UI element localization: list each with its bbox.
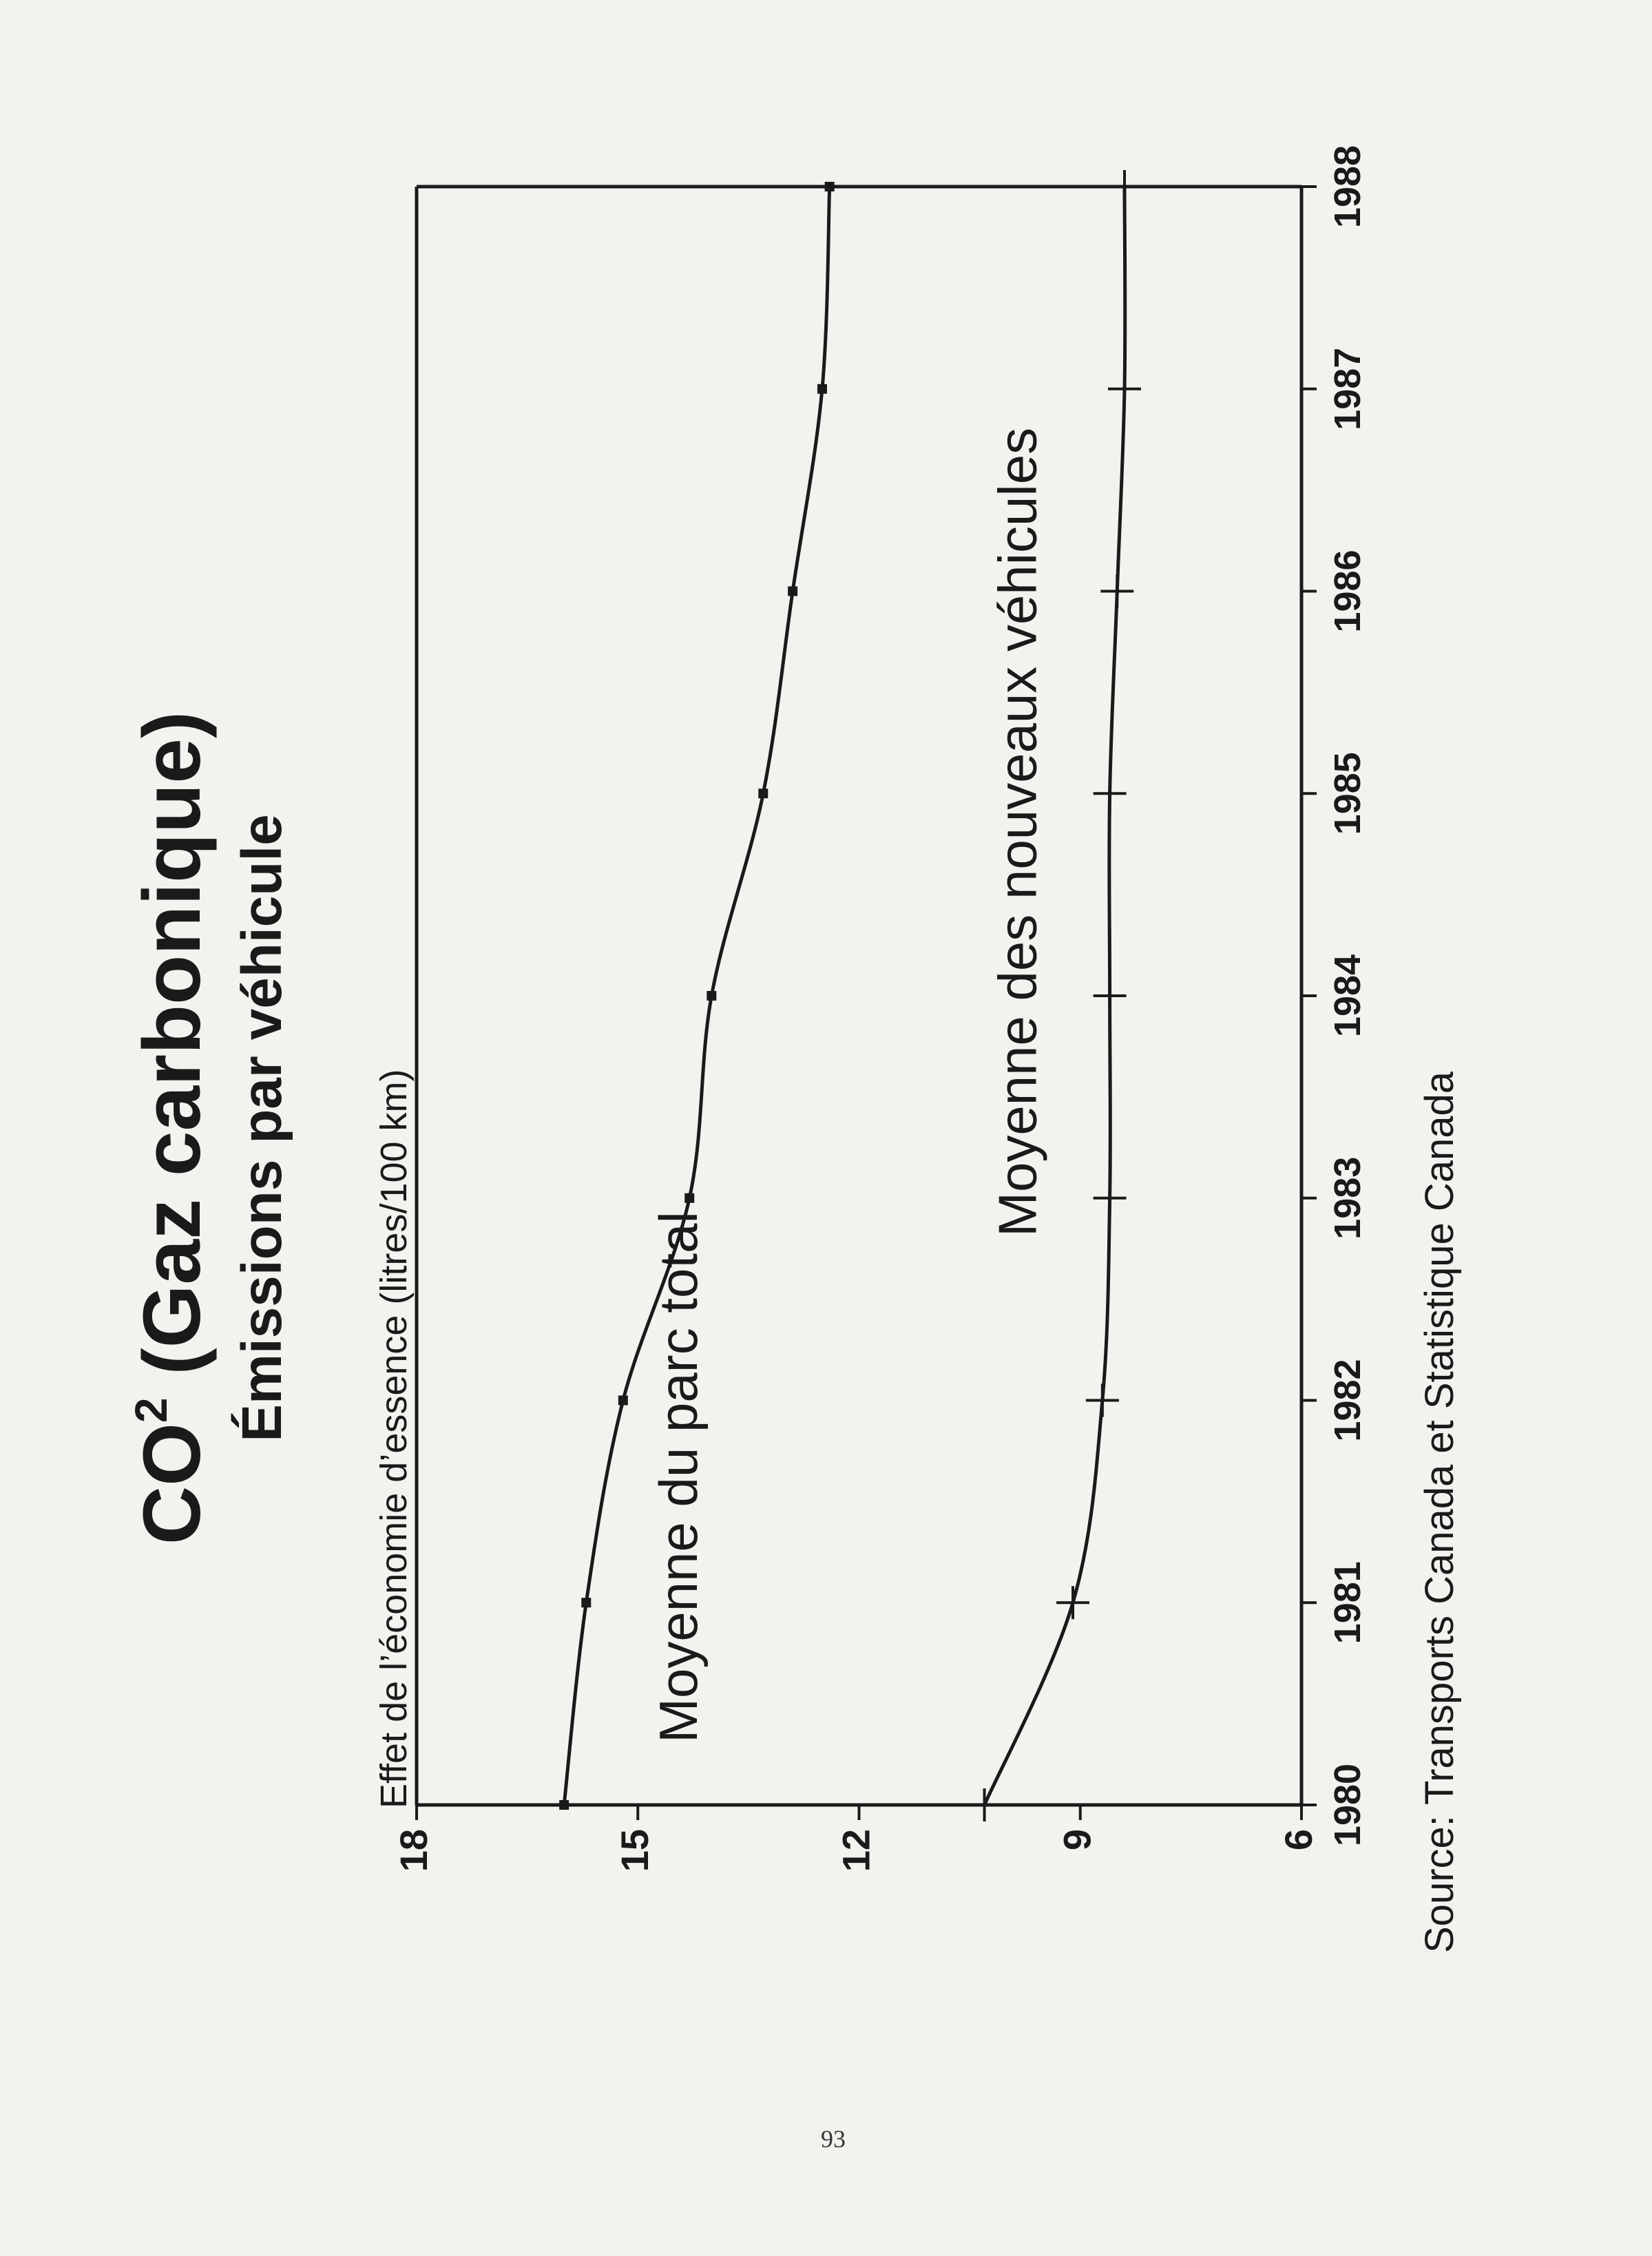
x-tick-label: 1988 [1327, 145, 1368, 229]
data-point [788, 587, 797, 596]
data-point [559, 1800, 569, 1810]
y-tick-label: 15 [613, 1829, 657, 1872]
data-point [1108, 170, 1141, 203]
data-point [1094, 979, 1127, 1012]
data-point [758, 788, 768, 798]
data-point [684, 1193, 694, 1203]
data-point [1094, 777, 1127, 810]
y-tick-label: 9 [1055, 1829, 1099, 1851]
y-axis-title: Effet de l’économie d’essence (litres/100 km) [373, 1069, 415, 1808]
data-point [1100, 575, 1133, 608]
data-point [618, 1396, 628, 1406]
plot-area [392, 145, 1368, 1872]
data-point [581, 1598, 591, 1607]
data-point [1094, 1182, 1127, 1215]
series-label: Moyenne du parc total [647, 1211, 709, 1743]
x-tick-label: 1981 [1327, 1561, 1368, 1644]
data-point [1108, 373, 1141, 406]
data-point [1056, 1586, 1089, 1619]
x-tick-label: 1986 [1327, 550, 1368, 633]
data-point [968, 1788, 1001, 1821]
x-tick-label: 1982 [1327, 1359, 1368, 1442]
data-point [1086, 1384, 1119, 1417]
data-point [817, 384, 827, 394]
data-point [825, 182, 835, 191]
x-tick-label: 1987 [1327, 347, 1368, 430]
chart-subtitle: Émissions par véhicule [231, 814, 293, 1442]
x-tick-label: 1984 [1327, 954, 1368, 1038]
y-tick-label: 6 [1276, 1829, 1320, 1851]
source-note: Source: Transports Canada et Statistique Canada [1417, 1072, 1462, 1953]
series-label: Moyenne des nouveaux véhicules [987, 427, 1048, 1237]
title-superscript: 2 [125, 1397, 176, 1423]
x-tick-label: 1983 [1327, 1156, 1368, 1240]
page-number: 93 [821, 2125, 846, 2153]
y-tick-label: 12 [834, 1829, 878, 1872]
x-tick-label: 1980 [1327, 1763, 1368, 1847]
data-point [707, 991, 716, 1001]
x-tick-label: 1985 [1327, 752, 1368, 835]
chart-title: $CO^2$ (Gaz carbonique) [125, 711, 218, 1545]
y-tick-label: 18 [391, 1829, 435, 1872]
